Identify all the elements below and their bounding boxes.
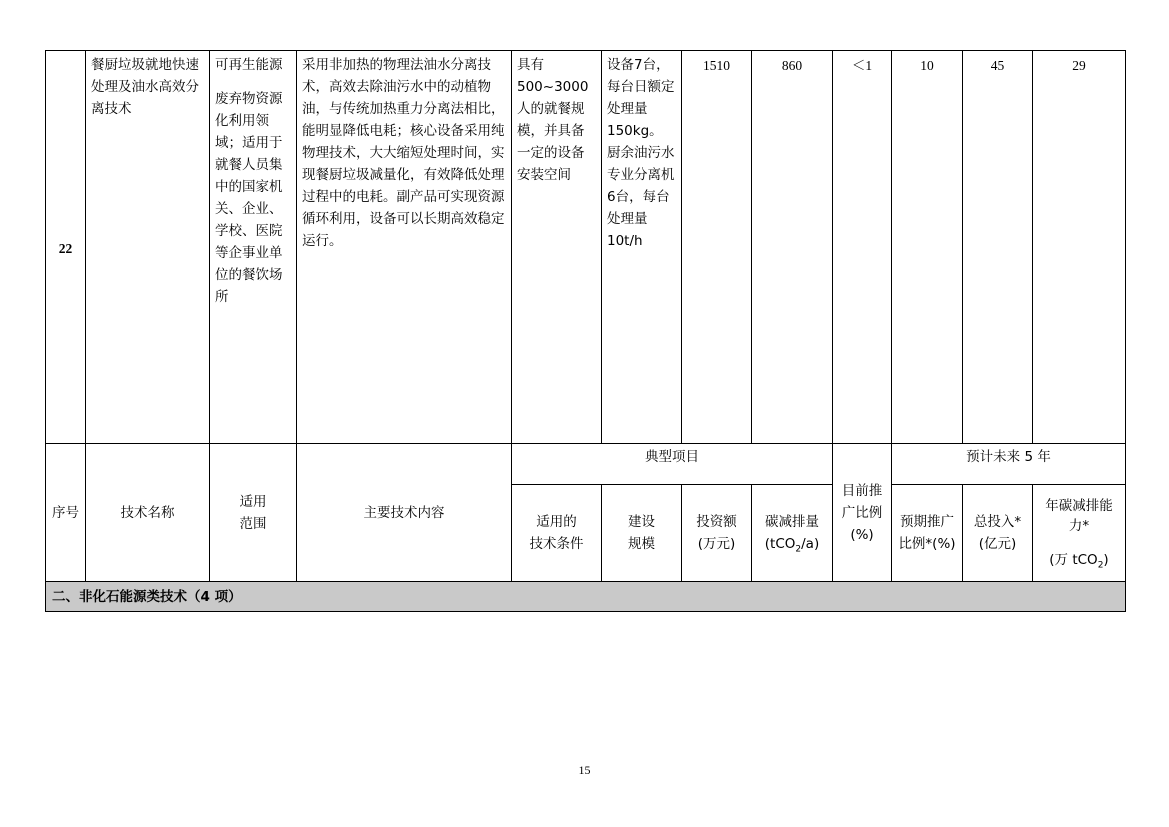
header-annual-capacity-unit-suffix: ) (1103, 552, 1109, 568)
seq-value: 22 (58, 241, 73, 256)
header-scope (210, 444, 297, 582)
header-carbon (752, 485, 833, 582)
header-condition (512, 485, 602, 582)
header-annual-capacity-line1: 年碳减排能 (1045, 498, 1113, 514)
header-content-label: 主要技术内容 (363, 504, 445, 521)
header-condition-line2: 技术条件 (529, 536, 584, 552)
header-current-ratio-line1: 目前推 (841, 482, 883, 499)
header-expected-ratio-line2: 比例*(%) (898, 536, 956, 552)
header-content (297, 444, 512, 582)
header-investment-line1: 投资额 (696, 514, 737, 530)
header-annual-capacity (1033, 485, 1126, 582)
header-total-investment-line2: (亿元) (978, 536, 1017, 552)
header-carbon-line1: 碳减排量 (765, 514, 819, 530)
page-number: 15 (578, 763, 591, 777)
header-annual-capacity-line2: 力* (1068, 518, 1090, 534)
header-annual-capacity-unit-sub: 2 (1097, 560, 1104, 571)
scale-cell (602, 51, 682, 444)
tech-condition: 具有500~3000人的就餐规模，并具备一定的设备安装空间 (517, 57, 589, 183)
total-investment-cell (963, 51, 1033, 444)
header-current-ratio (833, 444, 892, 582)
tech-name-cell (86, 51, 210, 444)
content-cell (297, 51, 512, 444)
header-carbon-unit-prefix: (tCO (764, 536, 796, 552)
investment-cell (682, 51, 752, 444)
header-scope-line2: 范围 (239, 515, 267, 532)
header-scale-line2: 规模 (628, 536, 655, 552)
current-ratio-cell (833, 51, 892, 444)
carbon-reduction-cell (752, 51, 833, 444)
header-row-1 (46, 444, 1126, 485)
header-total-investment (963, 485, 1033, 582)
header-name (86, 444, 210, 582)
section-title-cell (46, 582, 1126, 612)
scope-cell (210, 51, 297, 444)
technology-table (45, 50, 1126, 612)
annual-capacity-value: 29 (1072, 58, 1086, 73)
expected-ratio-cell (892, 51, 963, 444)
tech-name: 餐厨垃圾就地快速处理及油水高效分离技术 (91, 57, 199, 117)
header-carbon-unit-suffix: /a) (801, 536, 820, 552)
section-title: 二、非化石能源类技术（4 项） (52, 588, 242, 605)
header-scale-line1: 建设 (628, 514, 655, 530)
header-current-ratio-line3: (%) (850, 526, 874, 543)
header-expected-ratio (892, 485, 963, 582)
investment-value: 1510 (703, 58, 730, 73)
total-investment-value: 45 (990, 58, 1005, 73)
header-current-ratio-line2: 广比例 (841, 504, 883, 521)
header-forecast (892, 444, 1126, 485)
header-seq-label: 序号 (52, 504, 79, 521)
seq-cell (46, 51, 86, 444)
build-scale: 设备7台，每台日额定处理量150kg。厨余油污水专业分离机6台，每台处理量10t/h (607, 57, 675, 249)
header-expected-ratio-line1: 预期推广 (900, 514, 954, 530)
header-condition-line1: 适用的 (536, 514, 577, 530)
scope-detail: 废弃物资源化利用领域；适用于就餐人员集中的国家机关、企业、学校、医院等企事业单位的餐饮场所 (215, 91, 283, 305)
header-forecast-label: 预计未来 5 年 (966, 449, 1051, 465)
header-total-investment-line1: 总投入* (973, 514, 1022, 530)
header-typical-project (512, 444, 833, 485)
header-typical-project-label: 典型项目 (645, 449, 699, 465)
header-scale (602, 485, 682, 582)
header-annual-capacity-unit-prefix: (万 tCO (1049, 552, 1098, 568)
header-investment (682, 485, 752, 582)
header-name-label: 技术名称 (120, 504, 175, 521)
tech-content: 采用非加热的物理法油水分离技术，高效去除油污水中的动植物油，与传统加热重力分离法相比，能明显降低电耗；核心设备采用纯物理技术，大大缩短处理时间，实现餐厨垃圾减量化，有效降低处理过程中的电耗。副产品可实现资源循环利用，设备可以长期高效稳定运行。 (302, 57, 505, 249)
table-row-22 (46, 51, 1126, 444)
header-scope-line1: 适用 (239, 493, 267, 510)
header-seq (46, 444, 86, 582)
section-row (46, 582, 1126, 612)
header-annual-capacity-line3 (1033, 550, 1125, 570)
annual-capacity-cell (1033, 51, 1126, 444)
header-carbon-line2 (752, 533, 832, 555)
expected-ratio-value: 10 (920, 58, 934, 73)
scope-category: 可再生能源 (215, 57, 283, 73)
condition-cell (512, 51, 602, 444)
header-investment-line2: (万元) (697, 536, 736, 552)
header-carbon-unit-sub: 2 (795, 544, 802, 555)
carbon-reduction-value: 860 (781, 58, 803, 73)
current-ratio-value: ＜1 (851, 58, 873, 73)
